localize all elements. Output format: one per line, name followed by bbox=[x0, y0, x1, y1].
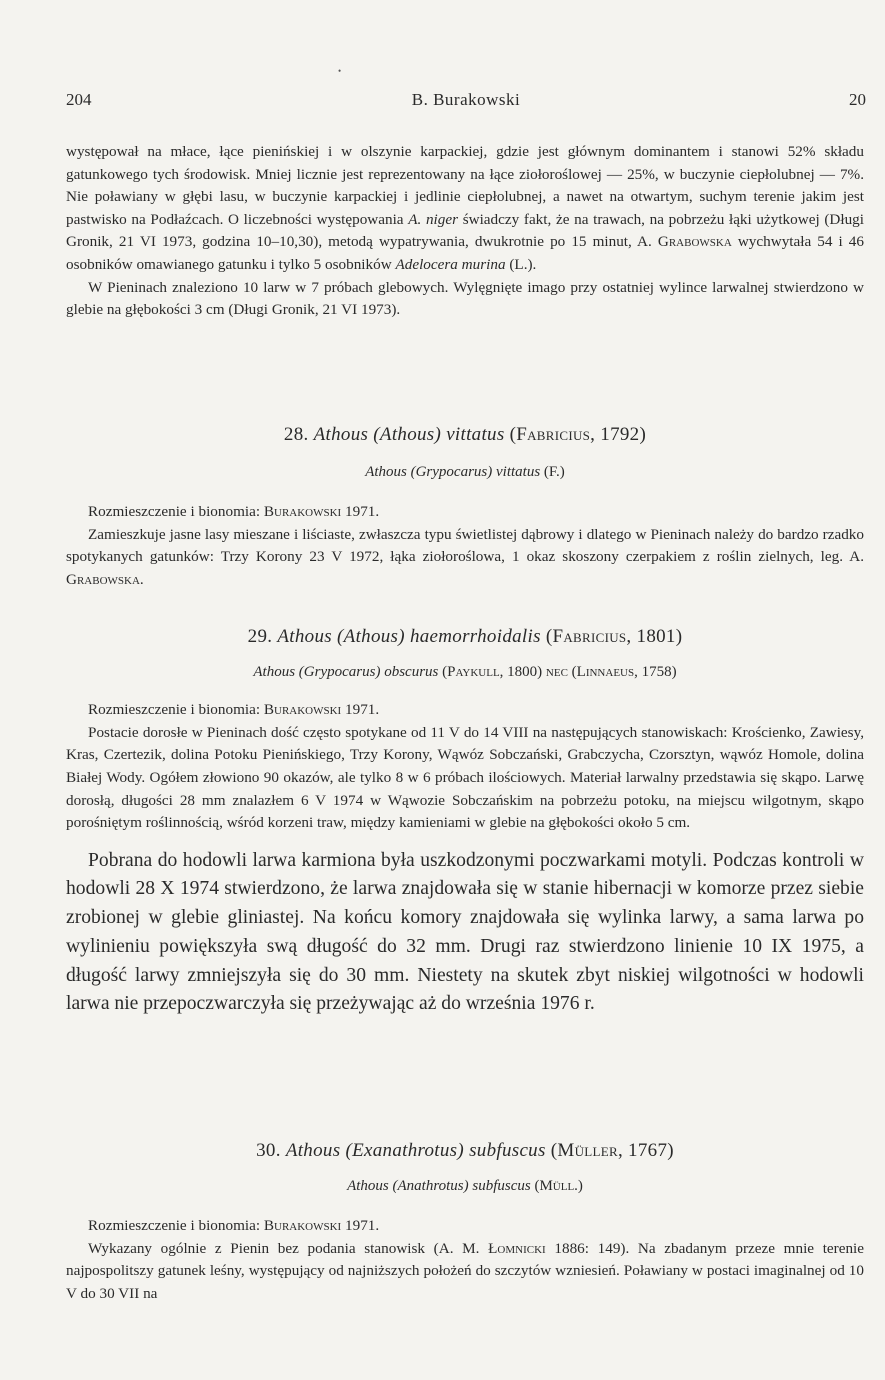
page-number: 204 bbox=[66, 90, 92, 109]
paragraph: występował na młace, łące pienińskiej i w olszynie karpackiej, gdzie jest głównym dominantem i stanowi 52% składu gatunkowego tych środowisk. Mniej licznie jest reprezentowany na łące ziołoroślowej — 25%, w buczynie ciepłolubnej — 7%. Nie poławiany w głębi lasu, w buczynie karpackiej i jedlinie ciepłolubnej, a nawet na otwartym, suchym terenie jakim jest pastwisko na Podłaźcach. O liczebności występowania A. niger świadczy fakt, że na trawach, na pobrzeżu łąki użytkowej (Długi Gronik, 21 VI 1973, godzina 10–10,30), metodą wypatrywania, dwukrotnie po 15 minut, A. Grabowska wychwytała 54 i 46 osobników omawianego gatunku i tylko 5 osobników Adelocera murina (L.). bbox=[66, 143, 864, 273]
species-30-section bbox=[66, 1140, 864, 1306]
paragraph: Rozmieszczenie i bionomia: Burakowski 1971. bbox=[88, 503, 380, 521]
paragraph: W Pieninach znaleziono 10 larw w 7 próbach glebowych. Wylęgnięte imago przy ostatniej wylince larwalnej stwierdzono w glebie na głębokości 3 cm (Długi Gronik, 21 VI 1973). bbox=[66, 278, 864, 319]
species-heading: 29. Athous (Athous) haemorrhoidalis (Fabricius, 1801) bbox=[247, 626, 683, 647]
synonym-line: Athous (Grypocarus) obscurus (Paykull, 1800) nec (Linnaeus, 1758) bbox=[253, 663, 677, 680]
paragraph: Rozmieszczenie i bionomia: Burakowski 1971. bbox=[88, 1217, 380, 1235]
print-mark: • bbox=[338, 66, 342, 76]
species-29-section bbox=[66, 626, 864, 1019]
synonym-line: Athous (Grypocarus) vittatus (F.) bbox=[365, 463, 565, 480]
paragraph: Zamieszkuje jasne lasy mieszane i liściaste, zwłaszcza typu świetlistej dąbrowy i dlatego w Pieninach należy do bardzo rzadko spotykanych gatunków: Trzy Korony 23 V 1972, łąka ziołoroślowa, 1 okaz skoszony czerpakiem z roślin zielnych, leg. A. Grabowska. bbox=[66, 525, 864, 588]
species-name: A. niger bbox=[408, 210, 459, 228]
species-heading: 30. Athous (Exanathrotus) subfuscus (Müller, 1767) bbox=[256, 1140, 674, 1161]
paragraph-large: Pobrana do hodowli larwa karmiona była uszkodzonymi poczwarkami motyli. Podczas kontroli w hodowli 28 X 1974 stwierdzono, że larwa znajdowała się w stanie hibernacji w komorze przez siebie zrobionej w glebie gliniastej. Na końcu komory znajdowała się wylinka larwy, a sama larwa po wylinieniu powiększyła swą długość do 32 mm. Drugi raz stwierdzono linienie 10 IX 1975, a długość larwy zmniejszyła się do 30 mm. Niestety na skutek zbyt niskiej wilgotności w hodowli larwa nie przepoczwarczyła się przeżywając aż do września 1976 r. bbox=[66, 849, 864, 1015]
section-continuation bbox=[66, 141, 864, 322]
synonym-line: Athous (Anathrotus) subfuscus (Müll.) bbox=[347, 1177, 583, 1194]
paragraph: Postacie dorosłe w Pieninach dość często spotykane od 11 V do 14 VIII na następujących stanowiskach: Krościenko, Zawiesy, Kras, Czertezik, dolina Potoku Pienińskiego, Trzy Korony, Wąwóz Sobczański, Grabczycha, Czorsztyn, wąwóz Homole, dolina Białej Wody. Ogółem złowiono 90 okazów, ale tylko 8 w 6 próbach ilościowych. Materiał larwalny przedstawia się skąpo. Larwę dorosłą, długości 28 mm znalazłem 6 V 1974 w Wąwozie Sobczańskim na pobrzeżu potoku, na miejscu wilgotnym, skąpo porośniętym roślinnością, wśród korzeni traw, między kamieniami w glebie na głębokości około 5 cm. bbox=[66, 723, 864, 832]
volume-number: 20 bbox=[849, 90, 866, 109]
species-28-section bbox=[66, 424, 864, 592]
running-author: B. Burakowski bbox=[411, 90, 521, 109]
paragraph: Rozmieszczenie i bionomia: Burakowski 1971. bbox=[88, 701, 380, 719]
collector-name: Grabowska bbox=[657, 233, 732, 251]
species-heading: 28. Athous (Athous) vittatus (Fabricius, 1792) bbox=[283, 424, 647, 445]
paragraph: Wykazany ogólnie z Pienin bez podania stanowisk (A. M. Łomnicki 1886: 149). Na zbadanym przeze mnie terenie najpospolitszy gatunek leśny, występujący od najniższych położeń do szczytów wzniesień. Poławiany w postaci imaginalnej od 10 V do 30 VII na bbox=[66, 1239, 865, 1302]
species-name: Adelocera murina bbox=[395, 255, 506, 273]
running-header bbox=[66, 90, 866, 110]
